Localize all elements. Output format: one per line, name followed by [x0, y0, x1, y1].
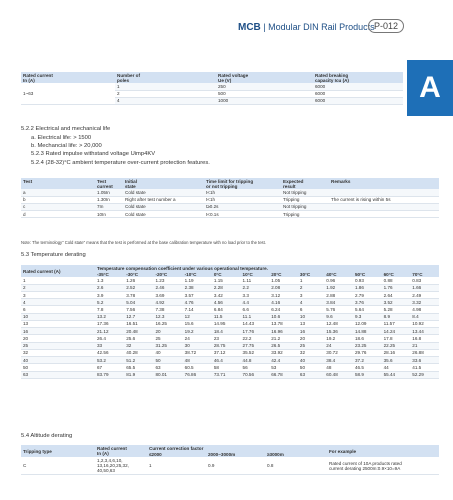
table-cell: c [21, 203, 95, 210]
table-row [21, 203, 439, 210]
col-rated-current: Rated current In (A) [23, 72, 53, 83]
table-cell: 70.56 [241, 371, 270, 378]
table-cell: 1.92 [324, 284, 353, 291]
table-cell: 1.05In [95, 189, 123, 196]
table-cell: d [21, 210, 95, 217]
table-cell: 3 [298, 291, 324, 298]
table-cell: 14.88 [353, 328, 382, 335]
table-cell: 2 [21, 284, 95, 291]
table-cell: 60.48 [324, 371, 353, 378]
table-cell: 12.09 [353, 320, 382, 327]
table-cell: 10.6 [269, 313, 298, 320]
col-temp: 0°C [213, 271, 222, 277]
table-header-row [21, 178, 439, 189]
col-temp: -10°C [184, 271, 197, 277]
table-cell: 1.26 [124, 277, 153, 284]
table-cell: 55.44 [382, 371, 411, 378]
table-cell: t<1h [204, 196, 281, 203]
table-cell: 2.64 [382, 291, 411, 298]
col-remarks: Remarks [331, 178, 351, 184]
table-row [21, 306, 439, 313]
table-cell: 26.5 [269, 342, 298, 349]
table-cell: 32 [124, 342, 153, 349]
rated-current-range: 1~63 [21, 83, 115, 104]
table-cell: 58 [212, 364, 241, 371]
table-cell: 42.4 [269, 357, 298, 364]
col-temp: -30°C [126, 271, 139, 277]
table-cell: 26.4 [95, 335, 124, 342]
table-cell: 6000 [313, 97, 403, 104]
table-cell: Tripping [281, 210, 329, 217]
table-cell: Right after test number a [123, 196, 204, 203]
table-cell: 3.3 [241, 291, 270, 298]
table-cell: 4 [115, 97, 216, 104]
table-cell: 16.51 [124, 320, 153, 327]
table-cell: 13.2 [95, 313, 124, 320]
table-cell: 30 [183, 342, 212, 349]
table-cell: 1.05 [269, 277, 298, 284]
table-cell: 33 [95, 342, 124, 349]
col-temp: -35°C [97, 271, 109, 277]
table-cell: 40.28 [124, 349, 153, 356]
table-row [21, 313, 439, 320]
table-cell: 3.52 [382, 299, 411, 306]
page-code-badge: P-012 [368, 19, 404, 33]
table-cell: 42.56 [95, 349, 124, 356]
table-cell: 81.9 [124, 371, 153, 378]
table-cell: 10 [21, 313, 95, 320]
table-cell: Rated current of 10A products rated current derating 2500m:0.9×10=9A [327, 457, 439, 474]
table-cell: 1.66 [410, 284, 439, 291]
table-cell: 3.9 [95, 291, 124, 298]
correction-factor-header: Current correction factor [149, 445, 204, 451]
table-row [21, 299, 439, 306]
table-cell: 5.64 [353, 306, 382, 313]
table-cell: 24 [183, 335, 212, 342]
table-cell: 25.6 [124, 335, 153, 342]
table-cell: 6000 [313, 83, 403, 90]
table-cell: 32 [21, 349, 95, 356]
section-line: 5.2.4 (28-32)°C ambient temperature over-current protection features. [31, 160, 210, 166]
table-cell: t<1h [204, 189, 281, 196]
col-temp: 10°C [242, 271, 253, 277]
table-cell: 1.76 [382, 284, 411, 291]
table-cell: 73.71 [212, 371, 241, 378]
table-cell: 2.08 [269, 284, 298, 291]
table-cell: 8.9 [382, 313, 411, 320]
table-cell: 1 [147, 457, 206, 474]
table-row [21, 371, 439, 378]
table-row [21, 328, 439, 335]
table-cell: 19.2 [324, 335, 353, 342]
table-cell: 2 [298, 284, 324, 291]
table-cell: Cold state [123, 210, 204, 217]
table-cell: 35.52 [241, 349, 270, 356]
table-cell: 31.25 [153, 342, 182, 349]
table-row [21, 291, 439, 298]
table-cell: 1000 [216, 97, 313, 104]
table-cell: 4.56 [212, 299, 241, 306]
overcurrent-test-table [21, 178, 439, 218]
table-cell: 14.43 [241, 320, 270, 327]
table-cell: 9.3 [353, 313, 382, 320]
table-cell: 7.14 [183, 306, 212, 313]
table-cell: 1 [21, 277, 95, 284]
section-title-54: 5.4 Altitude derating [21, 433, 73, 439]
col-temp: 30°C [299, 271, 311, 277]
table-cell: 25 [21, 342, 95, 349]
table-row [21, 364, 439, 371]
table-cell: 63 [21, 371, 95, 378]
temperature-derating-table [21, 265, 439, 379]
table-cell: 1.86 [353, 284, 382, 291]
table-cell: 22.2 [241, 335, 270, 342]
table-cell: 28.16 [382, 349, 411, 356]
table-cell: 0.83 [410, 277, 439, 284]
table-row [21, 335, 439, 342]
col-breaking-capacity: Rated breaking capacity Icu (A) [315, 72, 349, 83]
table-cell: 1.15 [212, 277, 241, 284]
table-cell: 16.25 [153, 320, 182, 327]
table-cell: 14.24 [382, 328, 411, 335]
table-cell: 2.52 [124, 284, 153, 291]
table-cell: 48 [183, 357, 212, 364]
col-temp: 60°C [383, 271, 394, 277]
col-temp: 50°C [354, 271, 366, 277]
table-row [21, 284, 439, 291]
table-cell: 10In [95, 210, 123, 217]
table-cell: 46.5 [353, 364, 382, 371]
table-cell: 0.96 [324, 277, 353, 284]
table-cell: 3.69 [153, 291, 182, 298]
table-cell: 13 [21, 320, 95, 327]
table-cell: 3.76 [353, 299, 382, 306]
table-cell: 32 [298, 349, 324, 356]
table-cell: The current is rising within 5s [329, 196, 439, 203]
table-cell: 3.78 [124, 291, 153, 298]
table-cell: 67 [95, 364, 124, 371]
table-cell: 35.6 [382, 357, 411, 364]
table-cell: 3.42 [212, 291, 241, 298]
table-cell: 3 [21, 291, 95, 298]
table-cell: 38.4 [324, 357, 353, 364]
table-cell: 12 [183, 313, 212, 320]
table-cell: 17.76 [241, 328, 270, 335]
table-cell: 7.38 [153, 306, 182, 313]
table-cell: 63 [298, 371, 324, 378]
col-expected-result: Expected result [283, 178, 304, 189]
table-cell: 11.1 [241, 313, 270, 320]
table-row [21, 320, 439, 327]
table-cell: 2.88 [324, 291, 353, 298]
table-cell: 3.12 [269, 291, 298, 298]
header-title-mcb: MCB [238, 22, 261, 33]
table-cell: 16.96 [269, 328, 298, 335]
table-cell: 28.75 [212, 342, 241, 349]
table-row [21, 83, 403, 90]
table-cell: Not tripping [281, 203, 329, 210]
table-cell: 50 [153, 357, 182, 364]
table-cell: 13.78 [269, 320, 298, 327]
table-cell: 9.6 [324, 313, 353, 320]
table-cell: 80.01 [153, 371, 182, 378]
rated-current-table [21, 72, 403, 105]
table-cell: 1 [115, 83, 216, 90]
table-cell: 58.9 [353, 371, 382, 378]
table-cell: 16 [298, 328, 324, 335]
table-cell: 25 [298, 342, 324, 349]
table-cell: 13 [298, 320, 324, 327]
table-header-row [21, 72, 403, 83]
col-temp: 70°C [412, 271, 423, 277]
table-cell: 66.78 [269, 371, 298, 378]
table-cell: t<0.1s [204, 210, 281, 217]
section-tab-a: A [407, 60, 453, 116]
table-cell: 250 [216, 83, 313, 90]
col-time-limit: Time limit for tripping or not tripping [206, 178, 254, 189]
table-cell: 52.29 [410, 371, 439, 378]
table-row [21, 357, 439, 364]
table-cell: 1.30In [95, 196, 123, 203]
table-cell: 12.7 [124, 313, 153, 320]
col-test: Test [23, 178, 33, 184]
altitude-derating-table [21, 445, 439, 475]
table-row [21, 210, 439, 217]
table-cell: 4 [298, 299, 324, 306]
table-cell: 24 [324, 342, 353, 349]
table-cell: 2.49 [410, 291, 439, 298]
table-cell: 4.16 [269, 299, 298, 306]
section-title-522: 5.2.2 Electrical and mechanical life [21, 126, 111, 132]
table-cell: 46.4 [212, 357, 241, 364]
table-cell: 2.2 [241, 284, 270, 291]
table-cell: 6.24 [269, 306, 298, 313]
table-cell: 0.88 [382, 277, 411, 284]
table-cell: 19.2 [183, 328, 212, 335]
table-cell: 44.8 [241, 357, 270, 364]
table-cell: 12.3 [153, 313, 182, 320]
header-title-rest: | Modular DIN Rail Products [263, 22, 375, 32]
table-cell: 56 [241, 364, 270, 371]
table-cell: 2 [115, 90, 216, 97]
table-cell: 21.12 [95, 328, 124, 335]
table-cell: 0.9 [206, 457, 265, 474]
table-cell: 33.6 [410, 357, 439, 364]
table-row [21, 189, 439, 196]
table-row [21, 277, 439, 284]
table-cell: 0.8 [265, 457, 327, 474]
table-cell: 10 [298, 313, 324, 320]
table-cell: 18.6 [353, 335, 382, 342]
col-tripping-type: Tripping type [23, 448, 52, 454]
table-cell: 1 [298, 277, 324, 284]
cold-state-note: Note: The terminology" Cold state" means that the test is performed at the base calibration temperature with no load prior to the test. [21, 240, 266, 245]
table-cell: 2.79 [353, 291, 382, 298]
table-cell: 48 [324, 364, 353, 371]
table-cell: 8.4 [410, 313, 439, 320]
table-cell: 4.4 [241, 299, 270, 306]
table-cell: 4.98 [410, 306, 439, 313]
table-cell: 13.44 [410, 328, 439, 335]
col-rated-voltage: Rated voltage Ue (V) [218, 72, 249, 83]
temp-group-header: Temperature compensation coefficient under various operational temperature. [97, 265, 268, 271]
table-cell: 6.6 [241, 306, 270, 313]
table-cell: 5.04 [124, 299, 153, 306]
table-cell: 44 [382, 364, 411, 371]
table-cell: 37.2 [353, 357, 382, 364]
table-cell: 50 [21, 364, 95, 371]
table-row [21, 457, 439, 474]
col-temp: 40°C [326, 271, 337, 277]
table-cell: 3.32 [410, 299, 439, 306]
table-cell: 2.46 [153, 284, 182, 291]
table-cell: Tripping [281, 196, 329, 203]
col-initial-state: Initial state [125, 178, 137, 189]
table-cell: 37.12 [212, 349, 241, 356]
table-cell: 40 [153, 349, 182, 356]
table-cell: 5.28 [382, 306, 411, 313]
table-cell: 6 [298, 306, 324, 313]
table-cell: 15.36 [324, 328, 353, 335]
table-cell: 38.72 [183, 349, 212, 356]
table-cell: 3.57 [183, 291, 212, 298]
col-rated-current: Rated current (A) [23, 268, 61, 274]
section-line: 5.2.3 Rated impulse withstand voltage Uimp4KV [31, 151, 156, 157]
table-cell: 1.3 [95, 277, 124, 284]
table-cell: 26.88 [410, 349, 439, 356]
table-cell: 7.8 [95, 306, 124, 313]
table-row [21, 349, 439, 356]
table-cell: 6 [21, 306, 95, 313]
table-cell: a [21, 189, 95, 196]
table-cell: 50 [298, 364, 324, 371]
table-cell: b [21, 196, 95, 203]
table-cell: 14.95 [212, 320, 241, 327]
table-cell: 2.6 [95, 284, 124, 291]
table-cell: 1,2,3,4,6,10, 13,16,20,25,32, 40,50,63 [95, 457, 147, 474]
table-row [21, 196, 439, 203]
table-cell: Cold state [123, 189, 204, 196]
table-cell: 20 [298, 335, 324, 342]
table-cell [329, 189, 439, 196]
table-cell: 17.36 [95, 320, 124, 327]
table-cell: 20.48 [124, 328, 153, 335]
table-cell: 2.28 [212, 284, 241, 291]
table-cell: C [21, 457, 95, 474]
table-cell: 83.79 [95, 371, 124, 378]
table-cell: 27.75 [241, 342, 270, 349]
table-cell: 53 [269, 364, 298, 371]
col-altitude-3000: ≥3000m [267, 451, 284, 457]
table-cell: 23.25 [353, 342, 382, 349]
table-cell: 5.2 [95, 299, 124, 306]
table-cell [329, 210, 439, 217]
section-title-53: 5.3 Temperature derating [21, 252, 86, 258]
table-cell: 40 [298, 357, 324, 364]
col-altitude-2000-3000: 2000~3000m [208, 451, 236, 457]
table-cell: 17.8 [382, 335, 411, 342]
table-cell: 15.6 [183, 320, 212, 327]
table-cell: 6000 [313, 90, 403, 97]
table-cell: 10.92 [410, 320, 439, 327]
table-cell: 5.76 [324, 306, 353, 313]
table-cell: 11.57 [382, 320, 411, 327]
table-cell: 65.5 [124, 364, 153, 371]
table-cell: 63 [153, 364, 182, 371]
table-cell: 33.92 [269, 349, 298, 356]
table-cell: 3.84 [324, 299, 353, 306]
table-cell: 20 [153, 328, 182, 335]
table-cell: 4 [21, 299, 95, 306]
table-cell: 16 [21, 328, 95, 335]
table-cell: 21 [410, 342, 439, 349]
table-cell: 4.76 [183, 299, 212, 306]
table-cell: 23 [212, 335, 241, 342]
table-cell: 6.84 [212, 306, 241, 313]
table-cell: 4.92 [153, 299, 182, 306]
col-temp: 20°C [271, 271, 282, 277]
table-cell: 0.93 [353, 277, 382, 284]
table-cell: 41.5 [410, 364, 439, 371]
table-cell: 76.86 [183, 371, 212, 378]
section-line: b. Mechancial life: > 20,000 [31, 143, 102, 149]
table-cell: 16.8 [410, 335, 439, 342]
table-cell [329, 203, 439, 210]
col-rated-current: Rated current In (A) [97, 445, 127, 456]
table-cell: 1.19 [183, 277, 212, 284]
col-poles: Number of poles [117, 72, 140, 83]
table-cell: 53.2 [95, 357, 124, 364]
table-cell: 51.2 [124, 357, 153, 364]
header-title [238, 22, 375, 33]
table-cell: 40 [21, 357, 95, 364]
table-row [21, 342, 439, 349]
col-altitude-2000: ≤2000 [149, 451, 162, 457]
table-cell: 29.76 [353, 349, 382, 356]
table-cell: 11.5 [212, 313, 241, 320]
table-cell: 25 [153, 335, 182, 342]
table-cell: 12.48 [324, 320, 353, 327]
table-cell: 7.56 [124, 306, 153, 313]
col-temp: -20°C [155, 271, 168, 277]
section-line: a. Electrical life: > 1500 [31, 135, 92, 141]
table-cell: 21.2 [269, 335, 298, 342]
table-cell: 1.23 [153, 277, 182, 284]
table-cell: 2.38 [183, 284, 212, 291]
table-cell: 7In [95, 203, 123, 210]
table-cell: 18.4 [212, 328, 241, 335]
table-cell: 20 [21, 335, 95, 342]
table-cell: Not tripping [281, 189, 329, 196]
table-cell: 1.11 [241, 277, 270, 284]
table-cell: Cold state [123, 203, 204, 210]
col-test-current: Test current [97, 178, 113, 189]
table-cell: 500 [216, 90, 313, 97]
col-example: For example [329, 448, 357, 454]
table-cell: 60.5 [183, 364, 212, 371]
table-cell: 22.25 [382, 342, 411, 349]
table-cell: 30.72 [324, 349, 353, 356]
table-cell: t≥0.2s [204, 203, 281, 210]
